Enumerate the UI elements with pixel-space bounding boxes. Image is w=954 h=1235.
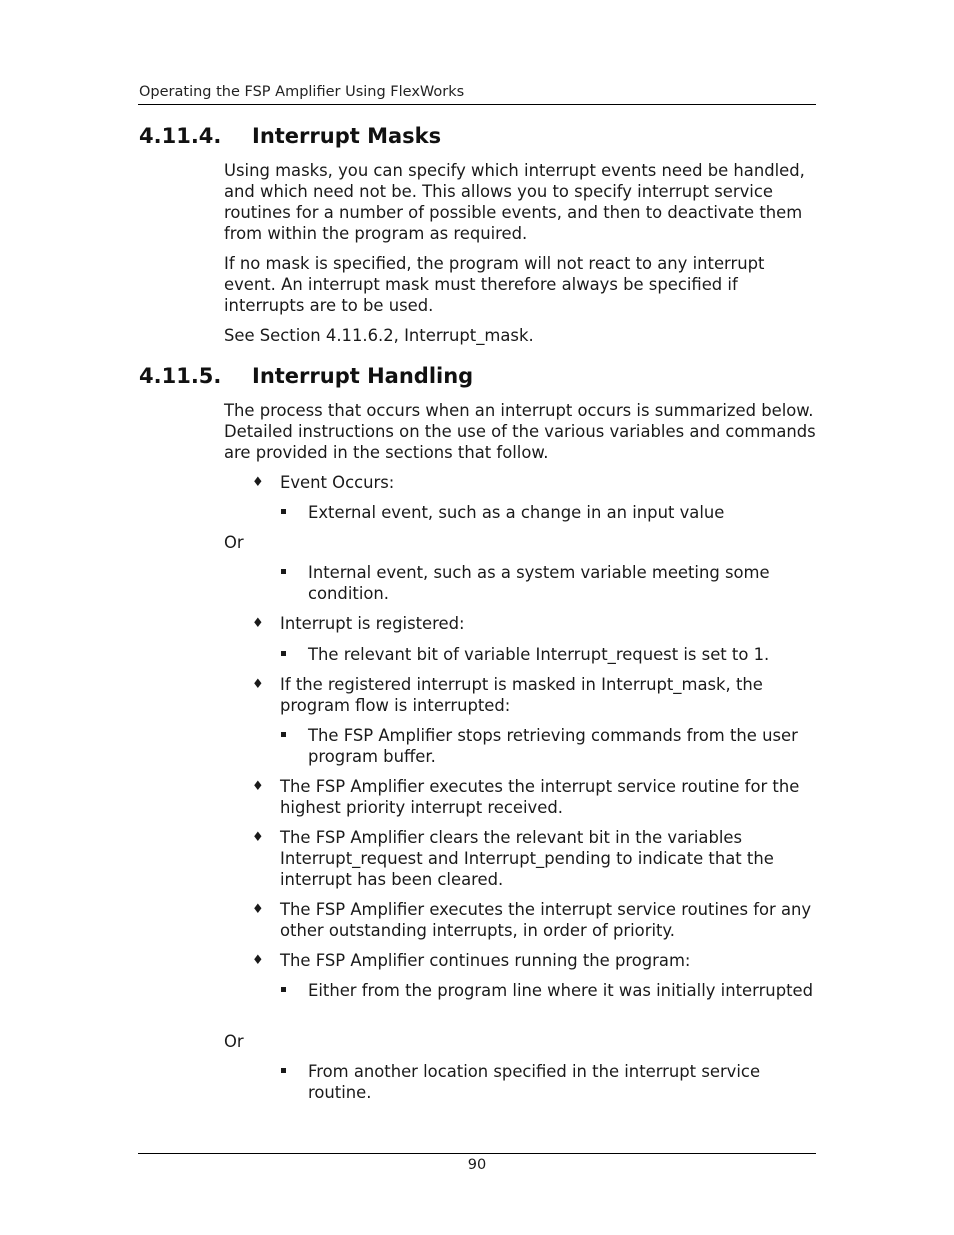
list-item (252, 674, 816, 716)
list-item-text: The FSP Amplifier executes the interrupt service routines for any other outstanding interrupts, in order of priority. (280, 900, 812, 940)
sub-list-item-text: Internal event, such as a system variable meeting some condition. (308, 563, 770, 603)
paragraph: If no mask is specified, the program will not react to any interrupt event. An interrupt mask must therefore always be specified if interrupts are to be used. (224, 254, 765, 315)
list-item-text: Event Occurs: (280, 473, 395, 492)
sub-list-item (281, 562, 816, 604)
sub-list-item-text: The FSP Amplifier stops retrieving commands from the user program buffer. (308, 726, 798, 766)
list-item (252, 776, 816, 818)
section-title: Interrupt Masks (252, 124, 442, 148)
diamond-bullet-icon: ♦ (252, 902, 264, 917)
sub-list-item-text: External event, such as a change in an input value (308, 503, 725, 522)
sub-list-item-text: The relevant bit of variable Interrupt_request is set to 1. (308, 645, 770, 664)
or-separator: Or (224, 533, 244, 552)
sub-list-item (281, 1061, 816, 1103)
sub-list-item (281, 980, 816, 1001)
section-heading-interrupt-handling (139, 364, 473, 388)
diamond-bullet-icon: ♦ (252, 779, 264, 794)
list-item (252, 899, 816, 941)
footer-rule (138, 1153, 816, 1154)
page-number: 90 (467, 1157, 487, 1173)
list-item (252, 472, 816, 493)
paragraph: See Section 4.11.6.2, Interrupt_mask. (224, 326, 534, 345)
square-bullet-icon (281, 1068, 286, 1073)
diamond-bullet-icon: ♦ (252, 830, 264, 845)
list-item-text: The FSP Amplifier clears the relevant bit in the variables Interrupt_request and Interrupt_pending to indicate that the interrupt has been cleared. (280, 828, 774, 889)
header-rule (138, 104, 816, 105)
list-item (252, 613, 816, 634)
square-bullet-icon (281, 509, 286, 514)
list-item-text: If the registered interrupt is masked in Interrupt_mask, the program flow is interrupted: (280, 675, 763, 715)
list-item (252, 827, 816, 890)
running-header: Operating the FSP Amplifier Using FlexWorks (139, 84, 465, 100)
paragraph: Using masks, you can specify which interrupt events need be handled, and which need not be. This allows you to specify interrupt service routines for a number of possible events, and then to deactivate them from within the program as required. (224, 161, 805, 243)
sub-list-item (281, 502, 816, 523)
section-number: 4.11.4. (139, 124, 222, 148)
diamond-bullet-icon: ♦ (252, 475, 264, 490)
section-number: 4.11.5. (139, 364, 222, 388)
section-heading-interrupt-masks (139, 124, 441, 148)
diamond-bullet-icon: ♦ (252, 677, 264, 692)
square-bullet-icon (281, 569, 286, 574)
square-bullet-icon (281, 651, 286, 656)
sub-list-item (281, 725, 816, 767)
square-bullet-icon (281, 987, 286, 992)
sub-list-item-text: From another location specified in the interrupt service routine. (308, 1062, 761, 1102)
or-separator: Or (224, 1032, 244, 1051)
diamond-bullet-icon: ♦ (252, 616, 264, 631)
sub-list-item (281, 644, 816, 665)
sub-list-item-text: Either from the program line where it was initially interrupted (308, 981, 814, 1000)
list-item-text: The FSP Amplifier executes the interrupt service routine for the highest priority interrupt received. (280, 777, 800, 817)
section-title: Interrupt Handling (252, 364, 474, 388)
diamond-bullet-icon: ♦ (252, 953, 264, 968)
paragraph: The process that occurs when an interrupt occurs is summarized below. Detailed instructions on the use of the various variables and commands are provided in the sections that follow. (224, 401, 816, 462)
list-item (252, 950, 816, 971)
list-item-text: Interrupt is registered: (280, 614, 465, 633)
square-bullet-icon (281, 732, 286, 737)
list-item-text: The FSP Amplifier continues running the program: (280, 951, 691, 970)
